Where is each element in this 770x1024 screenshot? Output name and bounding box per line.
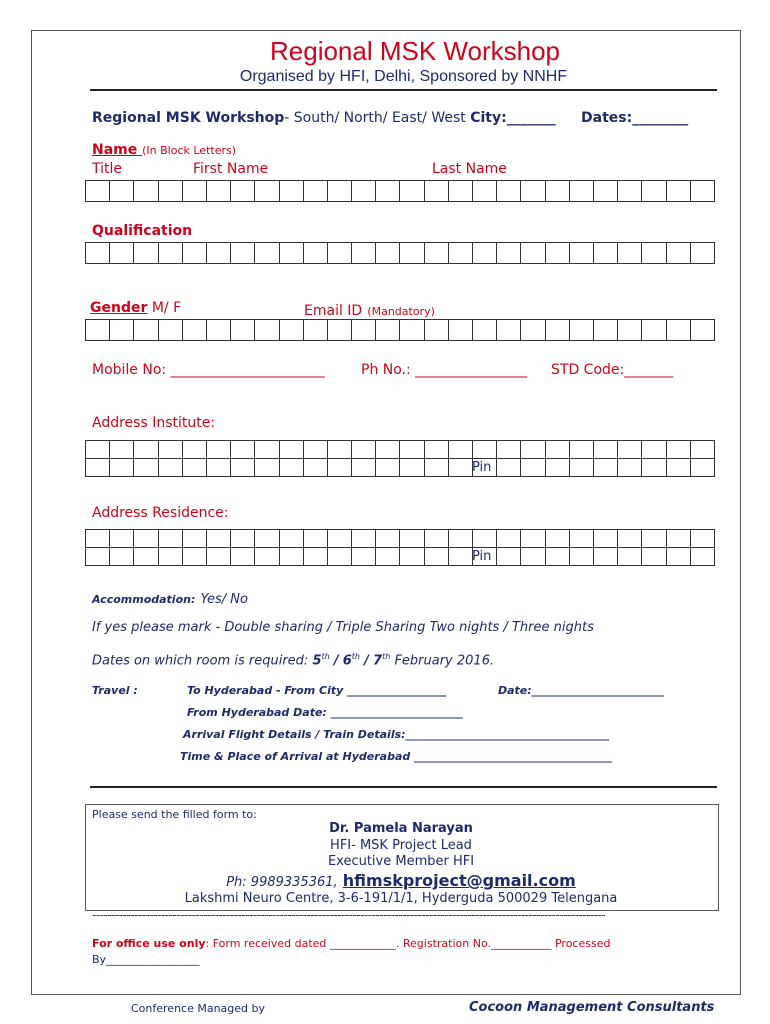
- input-cell[interactable]: [497, 441, 521, 459]
- input-cell[interactable]: [448, 459, 472, 477]
- input-cell[interactable]: [255, 548, 279, 566]
- input-cell[interactable]: [666, 243, 690, 264]
- address-residence-grid[interactable]: [85, 529, 715, 566]
- input-cell[interactable]: [134, 441, 158, 459]
- input-cell[interactable]: [376, 441, 400, 459]
- input-cell[interactable]: [521, 320, 545, 341]
- email-heading: [304, 300, 435, 319]
- arrival-time-place-field[interactable]: Time & Place of Arrival at Hyderabad ____________________________________: [180, 750, 613, 763]
- input-cell[interactable]: [690, 530, 714, 548]
- input-cell[interactable]: [231, 243, 255, 264]
- input-cell[interactable]: [497, 548, 521, 566]
- input-cell[interactable]: [569, 243, 593, 264]
- input-cell[interactable]: [86, 530, 110, 548]
- input-cell[interactable]: [206, 441, 230, 459]
- address-residence-pin-label: Pin: [472, 549, 492, 564]
- input-cell[interactable]: [666, 320, 690, 341]
- footer-managed-by: Conference Managed by: [131, 1002, 266, 1015]
- qualification-label: Qualification: [92, 223, 193, 239]
- input-cell[interactable]: [303, 530, 327, 548]
- name-grid-row[interactable]: [86, 181, 715, 202]
- input-cell[interactable]: [182, 181, 206, 202]
- input-cell[interactable]: [545, 441, 569, 459]
- travel-label: Travel :: [92, 684, 138, 697]
- input-cell[interactable]: [642, 530, 666, 548]
- first-name-col-label: First Name: [193, 161, 269, 177]
- input-cell[interactable]: [690, 548, 714, 566]
- input-cell[interactable]: [448, 548, 472, 566]
- input-cell[interactable]: [424, 548, 448, 566]
- input-cell[interactable]: [110, 459, 134, 477]
- input-cell[interactable]: [206, 530, 230, 548]
- input-cell[interactable]: [110, 243, 134, 264]
- page-subtitle: Organised by HFI, Delhi, Sponsored by NNHF: [239, 68, 568, 85]
- date-6: 6: [342, 653, 352, 669]
- contact-phone: Ph: 9989335361,: [226, 875, 338, 890]
- input-cell[interactable]: [352, 181, 376, 202]
- date-7-suffix: th: [382, 652, 391, 661]
- input-cell[interactable]: [521, 181, 545, 202]
- name-grid[interactable]: [85, 180, 715, 202]
- contact-role-2: Executive Member HFI: [327, 854, 475, 869]
- input-cell[interactable]: [473, 320, 497, 341]
- input-cell[interactable]: [424, 320, 448, 341]
- input-cell[interactable]: [134, 530, 158, 548]
- input-cell[interactable]: [279, 459, 303, 477]
- workshop-label: Regional MSK Workshop: [92, 110, 285, 126]
- input-cell[interactable]: [545, 530, 569, 548]
- input-cell[interactable]: [182, 441, 206, 459]
- email-label: Email ID: [304, 303, 363, 319]
- city-field[interactable]: City:_______: [470, 110, 556, 126]
- input-cell[interactable]: [642, 441, 666, 459]
- input-cell[interactable]: [86, 459, 110, 477]
- input-cell[interactable]: [473, 243, 497, 264]
- input-cell[interactable]: [593, 181, 617, 202]
- input-cell[interactable]: [448, 320, 472, 341]
- input-cell[interactable]: [618, 530, 642, 548]
- input-cell[interactable]: [86, 320, 110, 341]
- input-cell[interactable]: [376, 530, 400, 548]
- input-cell[interactable]: [255, 320, 279, 341]
- input-cell[interactable]: [545, 548, 569, 566]
- input-cell[interactable]: [521, 459, 545, 477]
- input-cell[interactable]: [86, 441, 110, 459]
- input-cell[interactable]: [327, 548, 351, 566]
- accommodation-mark-line[interactable]: If yes please mark - Double sharing / Triple Sharing Two nights / Three nights: [92, 620, 594, 635]
- input-cell[interactable]: [400, 181, 424, 202]
- input-cell[interactable]: [110, 181, 134, 202]
- input-cell[interactable]: [352, 459, 376, 477]
- travel-date-field[interactable]: Date:________________________: [498, 684, 664, 697]
- input-cell[interactable]: [327, 181, 351, 202]
- input-cell[interactable]: [158, 441, 182, 459]
- input-cell[interactable]: [158, 181, 182, 202]
- input-cell[interactable]: [497, 181, 521, 202]
- input-cell[interactable]: [448, 530, 472, 548]
- input-cell[interactable]: [618, 181, 642, 202]
- from-hyderabad-field[interactable]: From Hyderabad Date: ________________________: [187, 706, 463, 719]
- qualification-grid-row[interactable]: [86, 243, 715, 264]
- input-cell[interactable]: [303, 320, 327, 341]
- input-cell[interactable]: [642, 548, 666, 566]
- input-cell[interactable]: [400, 243, 424, 264]
- name-label: Name: [92, 142, 143, 158]
- gender-heading: [90, 300, 181, 316]
- input-cell[interactable]: [497, 243, 521, 264]
- input-cell[interactable]: [618, 459, 642, 477]
- input-cell[interactable]: [473, 530, 497, 548]
- input-cell[interactable]: [327, 459, 351, 477]
- input-cell[interactable]: [593, 548, 617, 566]
- input-cell[interactable]: [255, 441, 279, 459]
- input-cell[interactable]: [545, 181, 569, 202]
- address-institute-grid[interactable]: [85, 440, 715, 477]
- input-cell[interactable]: [376, 320, 400, 341]
- input-cell[interactable]: [593, 530, 617, 548]
- input-cell[interactable]: [134, 548, 158, 566]
- input-cell[interactable]: [690, 181, 714, 202]
- input-cell[interactable]: [569, 320, 593, 341]
- input-cell[interactable]: [158, 459, 182, 477]
- std-code-field[interactable]: STD Code:_______: [551, 362, 674, 378]
- input-cell[interactable]: [666, 181, 690, 202]
- contact-role-1: HFI- MSK Project Lead: [330, 838, 472, 853]
- input-cell[interactable]: [618, 243, 642, 264]
- input-cell[interactable]: [376, 459, 400, 477]
- title-col-label: Title: [92, 161, 123, 177]
- input-cell[interactable]: [690, 459, 714, 477]
- office-use-label: For office use only: [92, 937, 206, 950]
- input-cell[interactable]: [448, 243, 472, 264]
- input-cell[interactable]: [352, 441, 376, 459]
- input-cell[interactable]: [182, 530, 206, 548]
- input-cell[interactable]: [569, 459, 593, 477]
- input-cell[interactable]: [182, 320, 206, 341]
- address-institute-label: Address Institute:: [92, 415, 216, 431]
- input-cell[interactable]: [666, 441, 690, 459]
- header-rule: [90, 89, 717, 91]
- footer-company: Cocoon Management Consultants: [469, 1000, 715, 1015]
- input-cell[interactable]: [400, 320, 424, 341]
- input-cell[interactable]: [182, 243, 206, 264]
- input-cell[interactable]: [279, 243, 303, 264]
- to-hyderabad-field[interactable]: To Hyderabad - From City __________________: [187, 684, 447, 697]
- name-heading: [92, 139, 236, 158]
- input-cell[interactable]: [376, 548, 400, 566]
- accommodation-dates-line: [92, 652, 494, 668]
- input-cell[interactable]: [134, 243, 158, 264]
- input-cell[interactable]: [521, 530, 545, 548]
- input-cell[interactable]: [110, 530, 134, 548]
- dates-field[interactable]: Dates:________: [581, 110, 689, 126]
- last-name-col-label: Last Name: [432, 161, 507, 177]
- input-cell[interactable]: [424, 459, 448, 477]
- address-institute-row-2[interactable]: [86, 459, 715, 477]
- input-cell[interactable]: [545, 459, 569, 477]
- input-cell[interactable]: [569, 548, 593, 566]
- input-cell[interactable]: [521, 548, 545, 566]
- input-cell[interactable]: [690, 243, 714, 264]
- date-6-suffix: th: [351, 652, 360, 661]
- input-cell[interactable]: [376, 181, 400, 202]
- accommodation-label: Accommodation:: [92, 593, 196, 606]
- input-cell[interactable]: [424, 181, 448, 202]
- input-cell[interactable]: [593, 459, 617, 477]
- date-sep-1: /: [333, 653, 339, 669]
- email-note: (Mandatory): [367, 305, 435, 318]
- office-use-line: [92, 937, 610, 950]
- input-cell[interactable]: [255, 243, 279, 264]
- input-cell[interactable]: [182, 459, 206, 477]
- input-cell[interactable]: [352, 243, 376, 264]
- input-cell[interactable]: [690, 320, 714, 341]
- input-cell[interactable]: [569, 181, 593, 202]
- input-cell[interactable]: [279, 441, 303, 459]
- input-cell[interactable]: [376, 243, 400, 264]
- input-cell[interactable]: [206, 181, 230, 202]
- input-cell[interactable]: [473, 181, 497, 202]
- phone-field[interactable]: Ph No.: ________________: [361, 362, 528, 378]
- input-cell[interactable]: [206, 243, 230, 264]
- mobile-field[interactable]: Mobile No: ______________________: [92, 362, 325, 378]
- input-cell[interactable]: [206, 459, 230, 477]
- input-cell[interactable]: [231, 320, 255, 341]
- date-5: 5: [312, 653, 322, 669]
- input-cell[interactable]: [279, 548, 303, 566]
- input-cell[interactable]: [231, 459, 255, 477]
- input-cell[interactable]: [158, 320, 182, 341]
- office-processed-by[interactable]: By_________________: [92, 953, 200, 966]
- address-residence-row-2[interactable]: [86, 548, 715, 566]
- input-cell[interactable]: [279, 181, 303, 202]
- input-cell[interactable]: [303, 441, 327, 459]
- accommodation-dates-prefix: Dates on which room is required:: [92, 653, 309, 669]
- input-cell[interactable]: [352, 530, 376, 548]
- accommodation-dates-suffix: February 2016.: [394, 653, 495, 669]
- address-residence-row-1[interactable]: [86, 530, 715, 548]
- office-received-text[interactable]: Form received dated ____________. Registration No.___________ Processed: [209, 937, 611, 950]
- input-cell[interactable]: [400, 530, 424, 548]
- input-cell[interactable]: [400, 441, 424, 459]
- input-cell[interactable]: [545, 243, 569, 264]
- input-cell[interactable]: [642, 320, 666, 341]
- input-cell[interactable]: [255, 530, 279, 548]
- address-institute-pin-label: Pin: [472, 460, 492, 475]
- input-cell[interactable]: [666, 459, 690, 477]
- input-cell[interactable]: [642, 243, 666, 264]
- section-rule: [90, 786, 717, 788]
- input-cell[interactable]: [327, 320, 351, 341]
- input-cell[interactable]: [279, 320, 303, 341]
- office-use-colon: :: [205, 937, 210, 950]
- date-sep-2: /: [364, 653, 369, 669]
- input-cell[interactable]: [231, 441, 255, 459]
- input-cell[interactable]: [134, 320, 158, 341]
- input-cell[interactable]: [497, 320, 521, 341]
- page-title: Regional MSK Workshop: [270, 36, 560, 66]
- input-cell[interactable]: [303, 548, 327, 566]
- input-cell[interactable]: [327, 441, 351, 459]
- gender-label: Gender: [90, 300, 148, 316]
- workshop-line: [92, 110, 556, 126]
- input-cell[interactable]: [448, 181, 472, 202]
- input-cell[interactable]: [134, 181, 158, 202]
- contact-name: Dr. Pamela Narayan: [329, 821, 473, 836]
- input-cell[interactable]: [86, 243, 110, 264]
- accommodation-options[interactable]: Yes/ No: [200, 592, 248, 607]
- input-cell[interactable]: [158, 548, 182, 566]
- input-cell[interactable]: [86, 181, 110, 202]
- date-7: 7: [373, 653, 383, 669]
- date-5-suffix: th: [321, 652, 330, 661]
- input-cell[interactable]: [134, 459, 158, 477]
- input-cell[interactable]: [303, 243, 327, 264]
- input-cell[interactable]: [618, 320, 642, 341]
- input-cell[interactable]: [158, 530, 182, 548]
- input-cell[interactable]: [545, 320, 569, 341]
- input-cell[interactable]: [110, 441, 134, 459]
- input-cell[interactable]: [400, 459, 424, 477]
- input-cell[interactable]: [666, 548, 690, 566]
- input-cell[interactable]: [279, 530, 303, 548]
- input-cell[interactable]: [303, 181, 327, 202]
- input-cell[interactable]: [231, 548, 255, 566]
- gender-options: M/ F: [151, 300, 182, 316]
- input-cell[interactable]: [327, 243, 351, 264]
- input-cell[interactable]: [618, 548, 642, 566]
- send-to-label: Please send the filled form to:: [92, 808, 257, 821]
- gender-email-grid-row[interactable]: [86, 320, 715, 341]
- input-cell[interactable]: [158, 243, 182, 264]
- input-cell[interactable]: [448, 441, 472, 459]
- input-cell[interactable]: [182, 548, 206, 566]
- input-cell[interactable]: [497, 530, 521, 548]
- contact-phone-email-line: [85, 871, 717, 890]
- contact-address: Lakshmi Neuro Centre, 3-6-191/1/1, Hyderguda 500029 Telengana: [184, 891, 618, 906]
- input-cell[interactable]: [206, 320, 230, 341]
- input-cell[interactable]: [593, 441, 617, 459]
- input-cell[interactable]: [593, 320, 617, 341]
- input-cell[interactable]: [352, 320, 376, 341]
- qualification-grid[interactable]: [85, 242, 715, 264]
- gender-email-grid[interactable]: [85, 319, 715, 341]
- input-cell[interactable]: [352, 548, 376, 566]
- input-cell[interactable]: [110, 548, 134, 566]
- input-cell[interactable]: [327, 530, 351, 548]
- input-cell[interactable]: [690, 441, 714, 459]
- input-cell[interactable]: [110, 320, 134, 341]
- input-cell[interactable]: [86, 548, 110, 566]
- input-cell[interactable]: [642, 459, 666, 477]
- input-cell[interactable]: [400, 548, 424, 566]
- input-cell[interactable]: [255, 181, 279, 202]
- input-cell[interactable]: [231, 181, 255, 202]
- arrival-flight-field[interactable]: Arrival Flight Details / Train Details:_____________________________________: [183, 728, 610, 741]
- input-cell[interactable]: [255, 459, 279, 477]
- input-cell[interactable]: [424, 243, 448, 264]
- address-residence-label: Address Residence:: [92, 505, 229, 521]
- input-cell[interactable]: [569, 530, 593, 548]
- input-cell[interactable]: [497, 459, 521, 477]
- accommodation-line: [92, 588, 248, 607]
- input-cell[interactable]: [521, 243, 545, 264]
- name-note: (In Block Letters): [142, 144, 237, 157]
- office-dashed-divider: --------------------------------------------------------------------------------------------------------------------------------------: [92, 908, 606, 922]
- contact-email-link[interactable]: hfimskproject@gmail.com: [342, 871, 576, 890]
- input-cell[interactable]: [424, 441, 448, 459]
- input-cell[interactable]: [303, 459, 327, 477]
- input-cell[interactable]: [521, 441, 545, 459]
- input-cell[interactable]: [593, 243, 617, 264]
- input-cell[interactable]: [569, 441, 593, 459]
- input-cell[interactable]: [666, 530, 690, 548]
- input-cell[interactable]: [424, 530, 448, 548]
- address-institute-row-1[interactable]: [86, 441, 715, 459]
- input-cell[interactable]: [231, 530, 255, 548]
- input-cell[interactable]: [642, 181, 666, 202]
- input-cell[interactable]: [618, 441, 642, 459]
- input-cell[interactable]: [206, 548, 230, 566]
- input-cell[interactable]: [473, 441, 497, 459]
- workshop-regions: - South/ North/ East/ West: [284, 110, 466, 126]
